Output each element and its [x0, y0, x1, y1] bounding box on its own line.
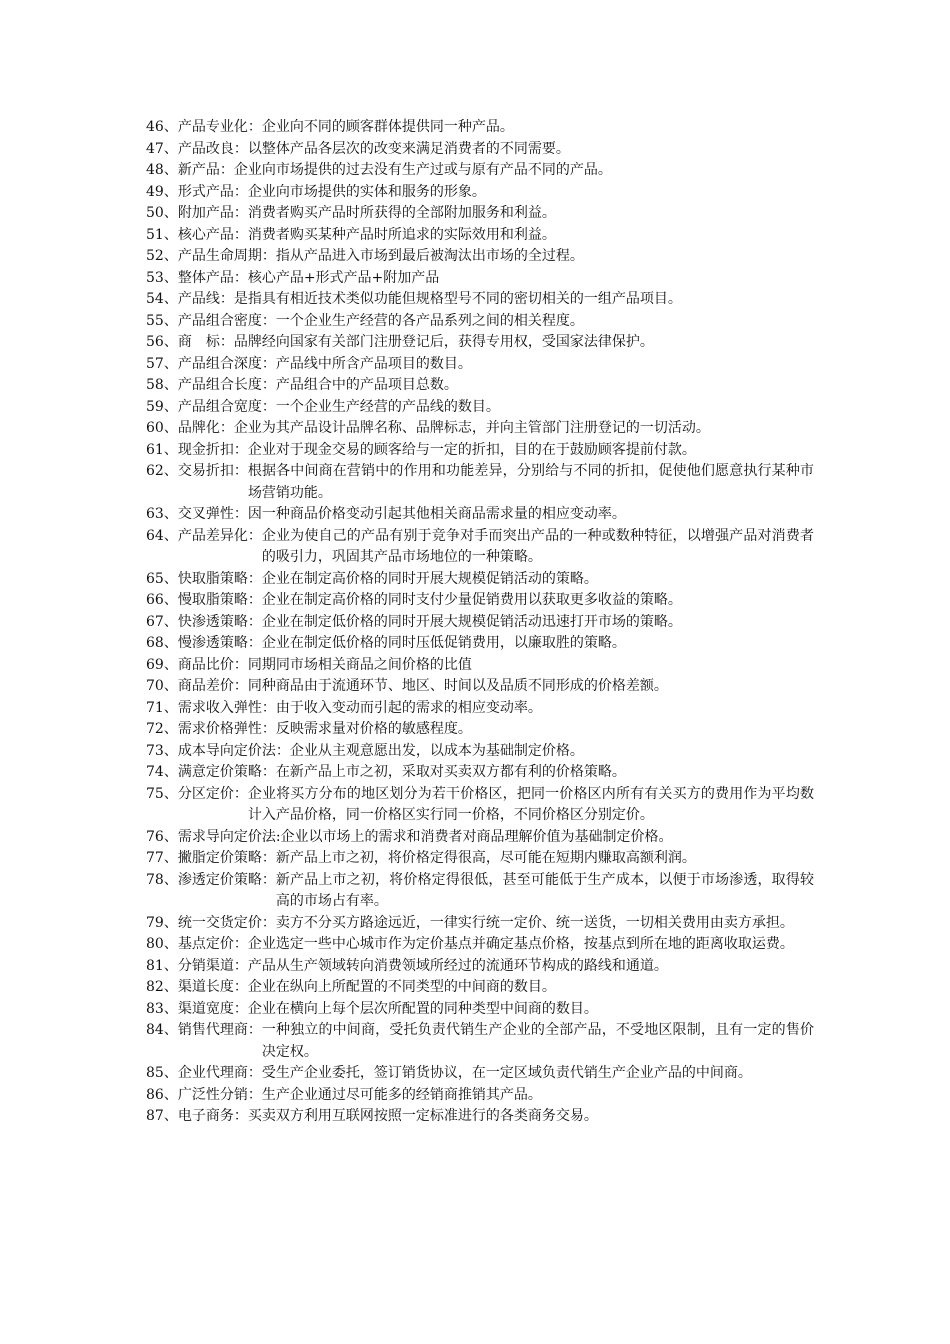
entry-term: 产品线：	[177, 291, 234, 307]
entry-number: 68、	[146, 635, 178, 651]
entry-term: 慢渗透策略：	[177, 635, 262, 651]
entry-definition: 根据各中间商在营销中的作用和功能差异，分别给与不同的折扣，促使他们愿意执行某种市场营销功能。	[247, 463, 814, 501]
glossary-entry	[146, 913, 814, 935]
entry-definition: 一种独立的中间商，受托负责代销生产企业的全部产品，不受地区限制，且有一定的售价决定权。	[261, 1022, 814, 1060]
entry-term: 电子商务：	[177, 1108, 248, 1124]
entry-definition: 品牌经向国家有关部门注册登记后，获得专用权，受国家法律保护。	[233, 334, 654, 350]
glossary-entry	[146, 784, 814, 827]
glossary-entry	[146, 461, 814, 504]
entry-number: 64、	[146, 527, 178, 544]
entry-term: 企业代理商：	[177, 1065, 262, 1081]
entry-term: 交易折扣：	[177, 463, 248, 479]
entry-term: 广泛性分销：	[177, 1086, 262, 1103]
entry-term: 产品专业化：	[177, 119, 262, 135]
entry-number: 76、	[146, 828, 178, 845]
entry-number: 70、	[146, 678, 178, 694]
glossary-entry	[146, 1063, 814, 1085]
entry-term: 商品差价：	[177, 678, 248, 694]
glossary-entry	[146, 999, 814, 1021]
entry-number: 67、	[146, 613, 178, 630]
glossary-entry	[146, 418, 814, 440]
entry-term: 附加产品：	[177, 205, 248, 221]
entry-number: 83、	[146, 1000, 178, 1017]
entry-definition: 受生产企业委托，签订销货协议，在一定区域负责代销生产企业产品的中间商。	[261, 1065, 752, 1081]
entry-term: 分区定价：	[177, 785, 248, 802]
entry-term: 新产品：	[177, 162, 234, 178]
entry-term: 品牌化：	[177, 420, 234, 436]
entry-term: 渠道长度：	[177, 979, 248, 995]
entry-term: 产品组合长度：	[177, 377, 276, 393]
entry-term: 形式产品：	[177, 183, 248, 200]
glossary-entry	[146, 848, 814, 870]
entry-number: 87、	[146, 1108, 178, 1124]
entry-definition: 核心产品+形式产品+附加产品	[247, 269, 440, 286]
glossary-entry	[146, 590, 814, 612]
entry-term: 渗透定价策略：	[177, 871, 276, 888]
entry-number: 84、	[146, 1022, 178, 1038]
glossary-entry	[146, 655, 814, 677]
entry-definition: 消费者购买产品时所获得的全部附加服务和利益。	[247, 205, 556, 221]
entry-definition: 在新产品上市之初，采取对买卖双方都有利的价格策略。	[275, 764, 626, 780]
entry-number: 85、	[146, 1065, 178, 1081]
entry-term: 产品组合宽度：	[177, 398, 276, 415]
entry-number: 48、	[146, 162, 178, 178]
entry-term: 满意定价策略：	[177, 764, 276, 780]
glossary-entry	[146, 440, 814, 462]
entry-term: 现金折扣：	[177, 441, 248, 458]
glossary-entry	[146, 1106, 814, 1128]
entry-number: 56、	[146, 334, 178, 350]
entry-definition: 生产企业通过尽可能多的经销商推销其产品。	[261, 1086, 542, 1103]
glossary-entry	[146, 311, 814, 333]
glossary-entry	[146, 354, 814, 376]
entry-definition: 企业在制定低价格的同时开展大规模促销活动迅速打开市场的策略。	[261, 613, 682, 630]
entry-term: 整体产品：	[177, 269, 248, 286]
entry-definition: 买卖双方利用互联网按照一定标准进行的各类商务交易。	[247, 1108, 598, 1124]
entry-number: 74、	[146, 764, 178, 780]
entry-term: 产品生命周期：	[177, 248, 276, 264]
entry-number: 46、	[146, 119, 178, 135]
entry-definition: 企业在制定高价格的同时支付少量促销费用以获取更多收益的策略。	[261, 592, 682, 608]
glossary-list	[146, 117, 814, 1128]
entry-number: 50、	[146, 205, 178, 221]
entry-definition: 企业在制定高价格的同时开展大规模促销活动的策略。	[261, 570, 598, 587]
entry-term: 分销渠道：	[177, 957, 248, 974]
entry-definition: 企业在横向上每个层次所配置的同种类型中间商的数目。	[247, 1000, 598, 1017]
entry-definition: 企业选定一些中心城市作为定价基点并确定基点价格，按基点到所在地的距离收取运费。	[247, 936, 794, 952]
glossary-entry	[146, 268, 814, 290]
glossary-entry	[146, 203, 814, 225]
entry-number: 82、	[146, 979, 178, 995]
entry-number: 65、	[146, 570, 178, 587]
entry-definition: 一个企业生产经营的各产品系列之间的相关程度。	[275, 312, 584, 329]
entry-number: 63、	[146, 506, 178, 522]
entry-definition: 企业将买方分布的地区划分为若干价格区，把同一价格区内所有有关买方的费用作为平均数计入产品价格，同一价格区实行同一价格，不同价格区分别定价。	[247, 785, 814, 823]
glossary-entry	[146, 977, 814, 999]
entry-definition: 企业从主观意愿出发，以成本为基础制定价格。	[289, 742, 584, 759]
entry-term: 成本导向定价法：	[177, 742, 290, 759]
entry-term: 快取脂策略：	[177, 570, 262, 587]
glossary-entry	[146, 526, 814, 569]
glossary-entry	[146, 160, 814, 182]
glossary-entry	[146, 676, 814, 698]
entry-term: 基点定价：	[177, 936, 248, 952]
glossary-entry	[146, 1085, 814, 1107]
entry-definition: 由于收入变动而引起的需求的相应变动率。	[275, 699, 542, 716]
entry-definition: 企业为其产品设计品牌名称、品牌标志，并向主管部门注册登记的一切活动。	[233, 420, 710, 436]
entry-definition: 同种商品由于流通环节、地区、时间以及品质不同形成的价格差额。	[247, 678, 668, 694]
entry-definition: 反映需求量对价格的敏感程度。	[275, 721, 472, 737]
entry-definition: 企业在制定低价格的同时压低促销费用，以廉取胜的策略。	[261, 635, 626, 651]
glossary-entry	[146, 612, 814, 634]
entry-definition: 同期同市场相关商品之间价格的比值	[247, 656, 472, 673]
entry-term: 产品组合密度：	[177, 312, 276, 329]
entry-number: 80、	[146, 936, 178, 952]
entry-term: 商品比价：	[177, 656, 248, 673]
glossary-entry	[146, 182, 814, 204]
entry-number: 75、	[146, 785, 178, 802]
glossary-entry	[146, 397, 814, 419]
entry-number: 52、	[146, 248, 178, 264]
entry-number: 69、	[146, 656, 178, 673]
entry-number: 77、	[146, 850, 178, 866]
entry-number: 57、	[146, 355, 178, 372]
entry-definition: 企业向市场提供的过去没有生产过或与原有产品不同的产品。	[233, 162, 612, 178]
entry-term: 撇脂定价策略：	[177, 850, 276, 866]
glossary-entry	[146, 504, 814, 526]
entry-number: 81、	[146, 957, 178, 974]
entry-definition: 是指具有相近技术类似功能但规格型号不同的密切相关的一组产品项目。	[233, 291, 682, 307]
entry-number: 72、	[146, 721, 178, 737]
entry-definition: 企业在纵向上所配置的不同类型的中间商的数目。	[247, 979, 556, 995]
entry-definition: 企业向市场提供的实体和服务的形象。	[247, 183, 486, 200]
entry-definition: 产品线中所含产品项目的数目。	[275, 355, 472, 372]
glossary-entry	[146, 1020, 814, 1063]
entry-term: 需求价格弹性：	[177, 721, 276, 737]
glossary-entry	[146, 934, 814, 956]
glossary-entry	[146, 741, 814, 763]
glossary-entry	[146, 289, 814, 311]
entry-term: 产品差异化：	[177, 527, 262, 544]
entry-number: 58、	[146, 377, 178, 393]
entry-number: 47、	[146, 140, 178, 157]
entry-number: 62、	[146, 463, 178, 479]
glossary-entry	[146, 569, 814, 591]
glossary-entry	[146, 225, 814, 247]
entry-term: 交叉弹性：	[177, 506, 248, 522]
entry-term: 快渗透策略：	[177, 613, 262, 630]
glossary-entry	[146, 870, 814, 913]
entry-term: 统一交货定价：	[177, 914, 276, 931]
glossary-entry	[146, 719, 814, 741]
entry-definition: 企业以市场上的需求和消费者对商品理解价值为基础制定价格。	[280, 828, 673, 845]
entry-definition: 新产品上市之初，将价格定得很高，尽可能在短期内赚取高额利润。	[275, 850, 696, 866]
entry-number: 51、	[146, 226, 178, 243]
glossary-entry	[146, 117, 814, 139]
glossary-entry	[146, 375, 814, 397]
entry-number: 71、	[146, 699, 178, 716]
entry-definition: 企业对于现金交易的顾客给与一定的折扣，目的在于鼓励顾客提前付款。	[247, 441, 696, 458]
glossary-entry	[146, 246, 814, 268]
entry-term: 核心产品：	[177, 226, 248, 243]
glossary-entry	[146, 633, 814, 655]
entry-definition: 消费者购买某种产品时所追求的实际效用和利益。	[247, 226, 556, 243]
entry-definition: 企业为使自己的产品有别于竞争对手而突出产品的一种或数种特征，以增强产品对消费者的吸引力，巩固其产品市场地位的一种策略。	[261, 527, 814, 565]
entry-term: 产品改良：	[177, 140, 248, 157]
entry-term: 慢取脂策略：	[177, 592, 262, 608]
entry-term: 需求收入弹性：	[177, 699, 276, 716]
entry-definition: 产品从生产领域转向消费领域所经过的流通环节构成的路线和通道。	[247, 957, 668, 974]
glossary-entry	[146, 139, 814, 161]
entry-definition: 以整体产品各层次的改变来满足消费者的不同需要。	[247, 140, 570, 157]
entry-definition: 因一种商品价格变动引起其他相关商品需求量的相应变动率。	[247, 506, 626, 522]
entry-number: 55、	[146, 312, 178, 329]
entry-number: 49、	[146, 183, 178, 200]
entry-number: 86、	[146, 1086, 178, 1103]
entry-term: 渠道宽度：	[177, 1000, 248, 1017]
entry-number: 60、	[146, 420, 178, 436]
entry-term: 商 标：	[177, 334, 234, 350]
glossary-entry	[146, 827, 814, 849]
glossary-entry	[146, 956, 814, 978]
entry-number: 73、	[146, 742, 178, 759]
entry-term: 销售代理商：	[177, 1022, 262, 1038]
entry-definition: 产品组合中的产品项目总数。	[275, 377, 458, 393]
entry-number: 54、	[146, 291, 178, 307]
entry-definition: 新产品上市之初，将价格定得很低，甚至可能低于生产成本，以便于市场渗透，取得较高的市场占有率。	[275, 871, 814, 909]
entry-term: 需求导向定价法:	[177, 828, 281, 845]
entry-term: 产品组合深度：	[177, 355, 276, 372]
entry-definition: 卖方不分买方路途远近，一律实行统一定价、统一送货，一切相关费用由卖方承担。	[275, 914, 794, 931]
entry-number: 61、	[146, 441, 178, 458]
glossary-entry	[146, 698, 814, 720]
entry-number: 79、	[146, 914, 178, 931]
entry-number: 78、	[146, 871, 178, 888]
glossary-entry	[146, 332, 814, 354]
entry-number: 53、	[146, 269, 178, 286]
entry-definition: 指从产品进入市场到最后被淘汰出市场的全过程。	[275, 248, 584, 264]
entry-definition: 企业向不同的顾客群体提供同一种产品。	[261, 119, 514, 135]
entry-number: 59、	[146, 398, 178, 415]
glossary-entry	[146, 762, 814, 784]
entry-definition: 一个企业生产经营的产品线的数目。	[275, 398, 500, 415]
entry-number: 66、	[146, 592, 178, 608]
